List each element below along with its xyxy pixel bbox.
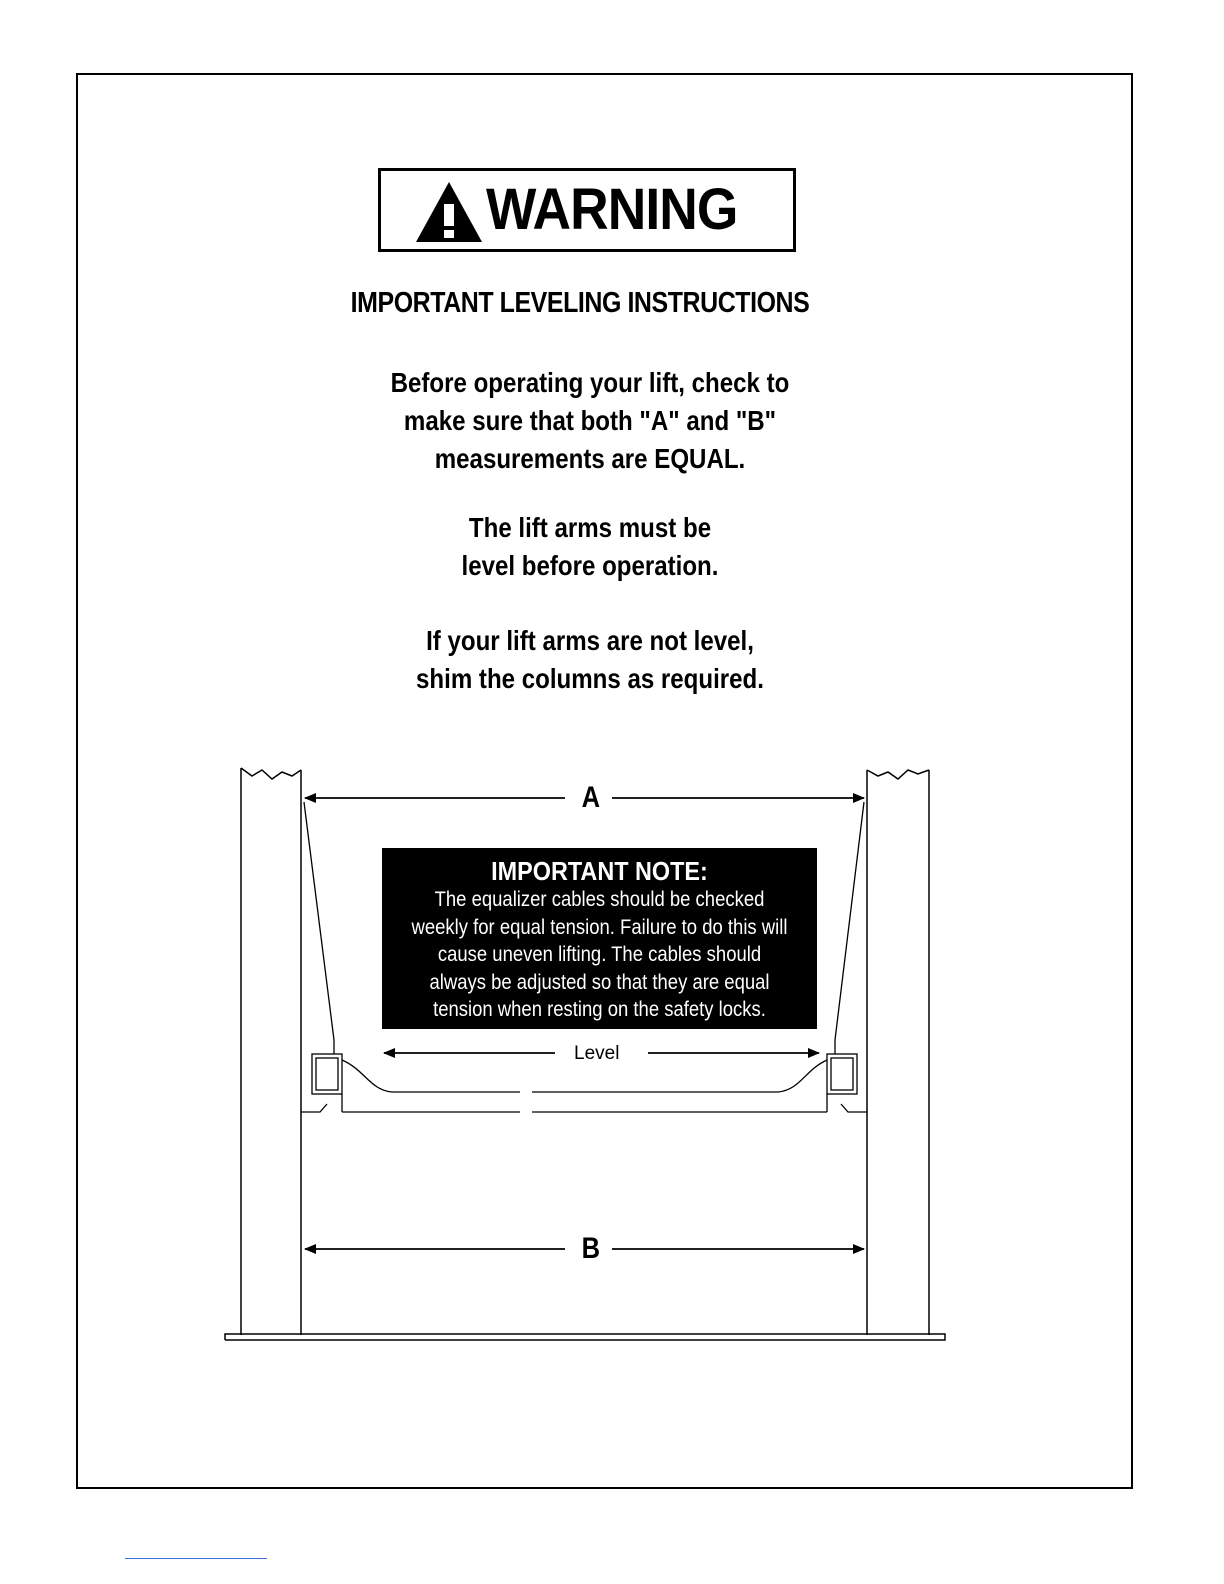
instruction-line: The lift arms must be: [468, 512, 712, 543]
level-label: Level: [574, 1043, 620, 1064]
right-column: [867, 770, 929, 1335]
note-line: The equalizer cables should be checked: [434, 888, 765, 911]
instruction-line: level before operation.: [461, 550, 719, 581]
instruction-line: If your lift arms are not level,: [426, 625, 754, 656]
important-note-box: [382, 848, 817, 1029]
note-line: tension when resting on the safety locks.: [433, 998, 766, 1021]
footer-rule: [125, 1558, 267, 1559]
instruction-line: shim the columns as required.: [416, 663, 764, 694]
dimension-b-label: B: [581, 1232, 601, 1265]
instruction-line: Before operating your lift, check to: [390, 367, 790, 398]
dimension-a-label: A: [581, 781, 601, 814]
left-column: [241, 768, 301, 1335]
base-plates: [225, 1334, 945, 1340]
instruction-line: make sure that both "A" and "B": [403, 405, 777, 436]
instruction-line: measurements are EQUAL.: [434, 443, 746, 474]
warning-label: WARNING: [486, 177, 738, 242]
page-heading: IMPORTANT LEVELING INSTRUCTIONS: [350, 287, 810, 319]
note-line: cause uneven lifting. The cables should: [437, 943, 762, 966]
note-line: always be adjusted so that they are equal: [429, 970, 770, 994]
note-line: weekly for equal tension. Failure to do this will: [411, 915, 788, 939]
note-title: IMPORTANT NOTE:: [491, 856, 708, 886]
